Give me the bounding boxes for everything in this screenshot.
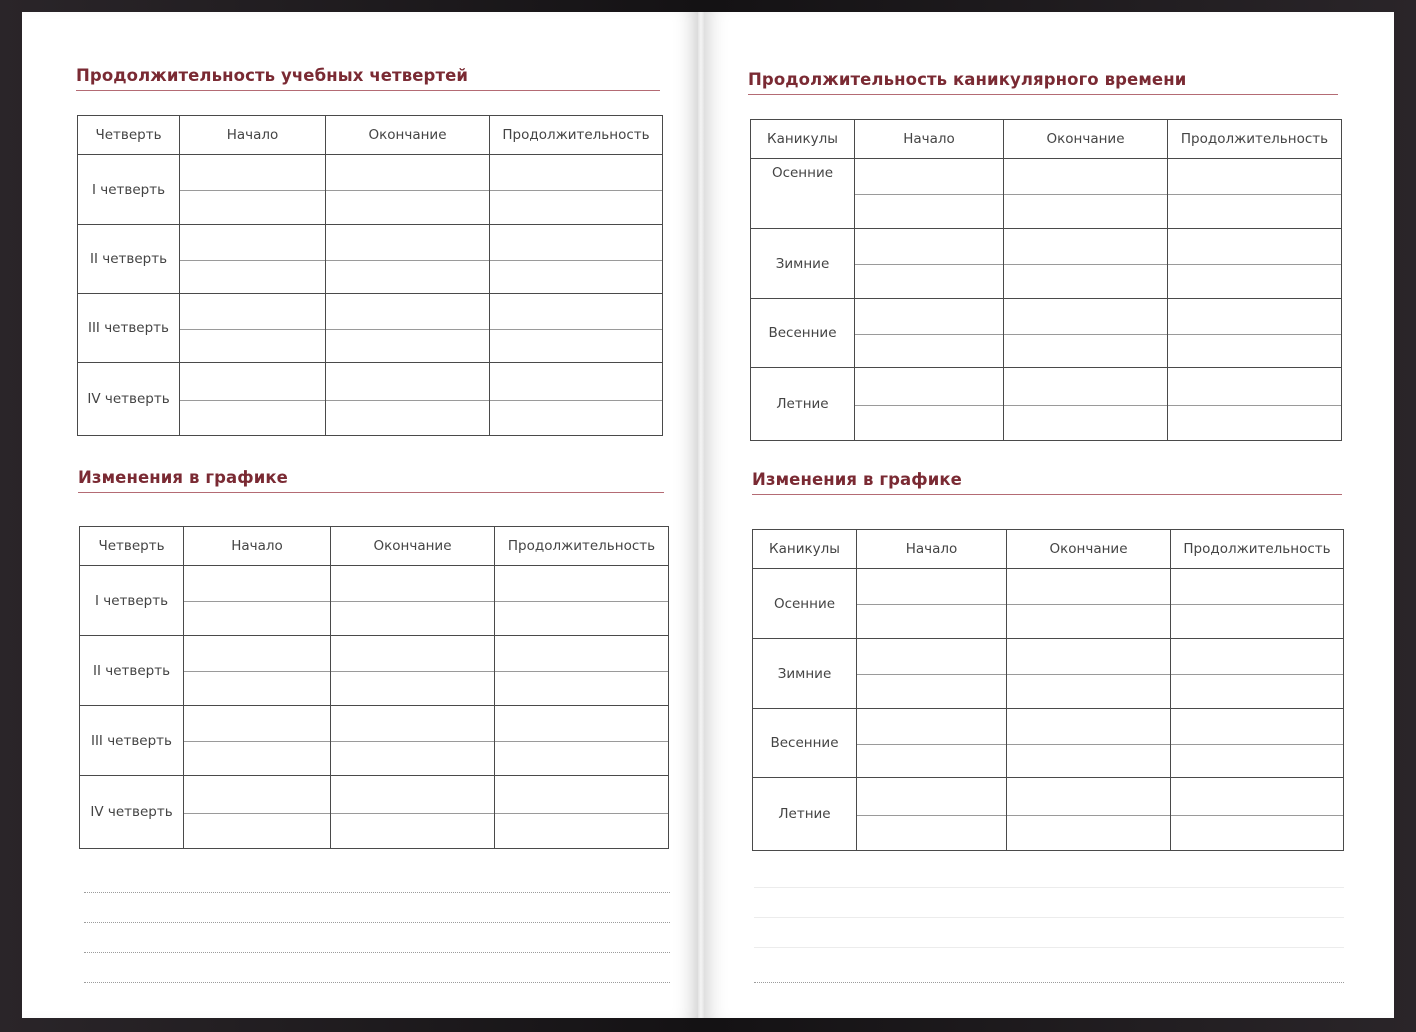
start-cell[interactable] bbox=[857, 569, 1007, 639]
start-cell[interactable] bbox=[855, 159, 1004, 229]
holidays-table bbox=[750, 119, 1342, 441]
column-header: Окончание bbox=[1004, 120, 1168, 159]
column-header: Продолжительность bbox=[1168, 120, 1342, 159]
table-header-row bbox=[80, 527, 669, 566]
duration-cell[interactable] bbox=[1171, 639, 1344, 709]
table-header-row bbox=[78, 116, 663, 155]
table-row bbox=[78, 363, 663, 436]
row-label: Весенние bbox=[753, 709, 857, 778]
row-label: III четверть bbox=[78, 294, 180, 363]
end-cell[interactable] bbox=[326, 155, 490, 225]
notes-line[interactable] bbox=[84, 892, 670, 893]
notes-line[interactable] bbox=[84, 922, 670, 923]
table-row bbox=[80, 776, 669, 849]
end-cell[interactable] bbox=[1007, 778, 1171, 851]
duration-cell[interactable] bbox=[1168, 159, 1342, 229]
quarters-changes-title: Изменения в графике bbox=[78, 468, 664, 493]
end-cell[interactable] bbox=[1004, 159, 1168, 229]
quarters-duration-title: Продолжительность учебных четвертей bbox=[76, 66, 660, 91]
column-header: Четверть bbox=[80, 527, 184, 566]
column-header: Продолжительность bbox=[1171, 530, 1344, 569]
row-label: I четверть bbox=[78, 155, 180, 225]
end-cell[interactable] bbox=[1007, 709, 1171, 778]
end-cell[interactable] bbox=[331, 636, 495, 706]
column-header: Каникулы bbox=[751, 120, 855, 159]
end-cell[interactable] bbox=[1004, 299, 1168, 368]
start-cell[interactable] bbox=[857, 639, 1007, 709]
start-cell[interactable] bbox=[184, 776, 331, 849]
holidays-changes-table bbox=[752, 529, 1344, 851]
duration-cell[interactable] bbox=[1168, 299, 1342, 368]
end-cell[interactable] bbox=[326, 294, 490, 363]
row-label: III четверть bbox=[80, 706, 184, 776]
table-row bbox=[751, 368, 1342, 441]
column-header: Начало bbox=[184, 527, 331, 566]
column-header: Начало bbox=[857, 530, 1007, 569]
row-label: II четверть bbox=[78, 225, 180, 294]
start-cell[interactable] bbox=[855, 299, 1004, 368]
row-label: Летние bbox=[751, 368, 855, 441]
column-header: Окончание bbox=[331, 527, 495, 566]
notes-line[interactable] bbox=[84, 952, 670, 953]
start-cell[interactable] bbox=[857, 778, 1007, 851]
duration-cell[interactable] bbox=[495, 566, 669, 636]
table-row bbox=[78, 225, 663, 294]
row-label: Зимние bbox=[753, 639, 857, 709]
start-cell[interactable] bbox=[180, 294, 326, 363]
table-row bbox=[753, 778, 1344, 851]
table-header-row bbox=[753, 530, 1344, 569]
duration-cell[interactable] bbox=[495, 636, 669, 706]
column-header: Каникулы bbox=[753, 530, 857, 569]
duration-cell[interactable] bbox=[490, 294, 663, 363]
left-page bbox=[22, 12, 698, 1018]
column-header: Продолжительность bbox=[495, 527, 669, 566]
end-cell[interactable] bbox=[1007, 639, 1171, 709]
table-row bbox=[753, 709, 1344, 778]
row-label: IV четверть bbox=[78, 363, 180, 436]
notes-line[interactable] bbox=[754, 982, 1344, 983]
duration-cell[interactable] bbox=[495, 776, 669, 849]
column-header: Начало bbox=[855, 120, 1004, 159]
start-cell[interactable] bbox=[184, 706, 331, 776]
row-label: Летние bbox=[753, 778, 857, 851]
table-row bbox=[751, 229, 1342, 299]
row-label: Зимние bbox=[751, 229, 855, 299]
start-cell[interactable] bbox=[180, 363, 326, 436]
column-header: Окончание bbox=[326, 116, 490, 155]
row-label: Осенние bbox=[751, 159, 855, 229]
start-cell[interactable] bbox=[180, 225, 326, 294]
duration-cell[interactable] bbox=[490, 225, 663, 294]
holidays-duration-title: Продолжительность каникулярного времени bbox=[748, 70, 1338, 95]
table-header-row bbox=[751, 120, 1342, 159]
end-cell[interactable] bbox=[331, 776, 495, 849]
end-cell[interactable] bbox=[326, 225, 490, 294]
duration-cell[interactable] bbox=[490, 363, 663, 436]
table-row bbox=[80, 566, 669, 636]
duration-cell[interactable] bbox=[495, 706, 669, 776]
column-header: Окончание bbox=[1007, 530, 1171, 569]
table-row bbox=[751, 159, 1342, 229]
column-header: Четверть bbox=[78, 116, 180, 155]
show-through-line bbox=[754, 887, 1344, 888]
quarters-changes-table bbox=[79, 526, 669, 849]
table-row bbox=[753, 569, 1344, 639]
holidays-changes-title: Изменения в графике bbox=[752, 470, 1342, 495]
end-cell[interactable] bbox=[331, 566, 495, 636]
right-page bbox=[704, 12, 1394, 1018]
table-row bbox=[751, 299, 1342, 368]
end-cell[interactable] bbox=[1007, 569, 1171, 639]
duration-cell[interactable] bbox=[1171, 709, 1344, 778]
table-row bbox=[78, 294, 663, 363]
column-header: Начало bbox=[180, 116, 326, 155]
table-row bbox=[80, 706, 669, 776]
duration-cell[interactable] bbox=[1168, 368, 1342, 441]
show-through-line bbox=[754, 917, 1344, 918]
duration-cell[interactable] bbox=[1171, 778, 1344, 851]
duration-cell[interactable] bbox=[490, 155, 663, 225]
show-through-line bbox=[754, 947, 1344, 948]
quarters-table bbox=[77, 115, 663, 436]
start-cell[interactable] bbox=[855, 229, 1004, 299]
column-header: Продолжительность bbox=[490, 116, 663, 155]
end-cell[interactable] bbox=[1004, 229, 1168, 299]
end-cell[interactable] bbox=[331, 706, 495, 776]
start-cell[interactable] bbox=[184, 636, 331, 706]
table-row bbox=[80, 636, 669, 706]
table-row bbox=[753, 639, 1344, 709]
duration-cell[interactable] bbox=[1171, 569, 1344, 639]
start-cell[interactable] bbox=[857, 709, 1007, 778]
notes-line[interactable] bbox=[84, 982, 670, 983]
row-label: IV четверть bbox=[80, 776, 184, 849]
end-cell[interactable] bbox=[326, 363, 490, 436]
duration-cell[interactable] bbox=[1168, 229, 1342, 299]
start-cell[interactable] bbox=[855, 368, 1004, 441]
start-cell[interactable] bbox=[184, 566, 331, 636]
row-label: I четверть bbox=[80, 566, 184, 636]
row-label: Осенние bbox=[753, 569, 857, 639]
row-label: Весенние bbox=[751, 299, 855, 368]
table-row bbox=[78, 155, 663, 225]
start-cell[interactable] bbox=[180, 155, 326, 225]
end-cell[interactable] bbox=[1004, 368, 1168, 441]
row-label: II четверть bbox=[80, 636, 184, 706]
